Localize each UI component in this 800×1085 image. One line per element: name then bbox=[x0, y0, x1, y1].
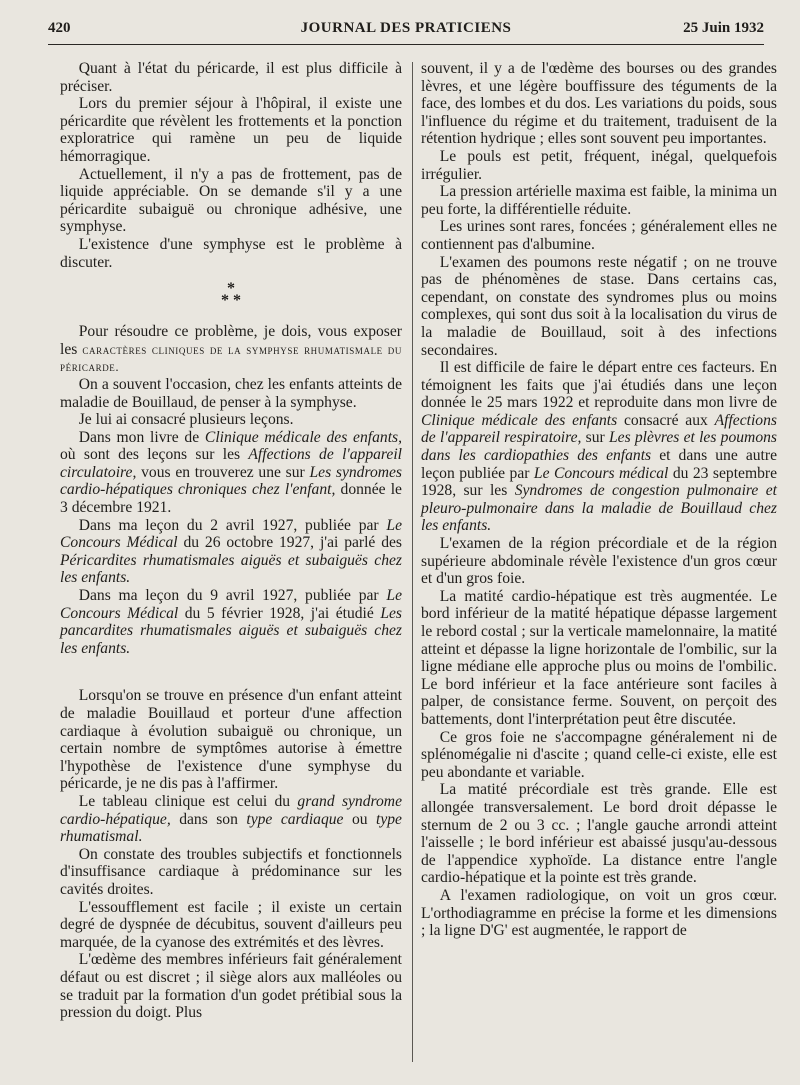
paragraph-gap bbox=[60, 657, 402, 687]
paragraph: L'examen des poumons reste négatif ; on ne trouve pas de phénomènes de stase. Dans certains cas, cependant, on constate des syndromes plus ou moins complexes, qui sont dus soit à la localisation du virus de la maladie de Bouillaud, soit à des infections secondaires. bbox=[421, 253, 777, 359]
paragraph: On constate des troubles subjectifs et fonctionnels d'insuffisance cardiaque à prédominance sur les cavités droites. bbox=[60, 845, 402, 898]
paragraph: Ce gros foie ne s'accompagne généralement ni de splénomégalie ni d'ascite ; quand celle-ci existe, elle est peu abondante et variable. bbox=[421, 728, 777, 781]
paragraph: Les urines sont rares, foncées ; généralement elles ne contiennent pas d'albumine. bbox=[421, 218, 777, 253]
paragraph: Lorsqu'on se trouve en présence d'un enfant atteint de maladie Bouillaud et porteur d'une affection cardiaque à évolution subaiguë ou chronique, un certain nombre de symptômes autorise à émettre l'hypothèse de l'existence d'une symphyse du péricarde, je ne dis pas à l'affirmer. bbox=[60, 687, 402, 793]
paragraph: La pression artérielle maxima est faible, la minima un peu forte, la différentielle réduite. bbox=[421, 183, 777, 218]
paragraph: Quant à l'état du péricarde, il est plus difficile à préciser. bbox=[60, 60, 402, 95]
paragraph: Dans ma leçon du 9 avril 1927, publiée par Le Concours Médical du 5 février 1928, j'ai étudié Les pancardites rhumatismales aiguës et subaiguës chez les enfants. bbox=[60, 587, 402, 657]
section-heading-small-caps: caractères cliniques de la symphyse rhumatismale du péricarde. bbox=[60, 341, 402, 375]
asterism-bottom: * * bbox=[221, 292, 241, 310]
column-divider bbox=[412, 62, 413, 1062]
paragraph: A l'examen radiologique, on voit un gros cœur. L'orthodiagramme en précise la forme et les dimensions ; la ligne D'G' est augmentée, le rapport de bbox=[421, 886, 777, 940]
paragraph: Il est difficile de faire le départ entre ces facteurs. En témoignent les faits que j'ai étudiés dans une leçon donnée le 25 mars 1922 et reproduite dans mon livre de Clinique médicale des enfants consacré aux Affections de l'appareil respiratoire, sur Les plèvres et les poumons dans les cardiopathies des enfants et dans une autre leçon publiée par Le Concours médical du 23 septembre 1928, sur les Syndromes de congestion pulmonaire et pleuro-pulmonaire dans la maladie de Bouillaud chez les enfants. bbox=[421, 359, 778, 535]
paragraph: Je lui ai consacré plusieurs leçons. bbox=[78, 411, 294, 429]
page-number: 420 bbox=[48, 20, 71, 36]
paragraph: L'essoufflement est facile ; il existe un certain degré de dyspnée de décubitus, souvent d'ailleurs peu marquée, de la cyanose des extrémités et des lèvres. bbox=[60, 898, 402, 951]
paragraph: Le tableau clinique est celui du grand syndrome cardio-hépatique, dans son type cardiaque ou type rhumatismal. bbox=[60, 792, 402, 846]
paragraph: Dans ma leçon du 2 avril 1927, publiée par Le Concours Médical du 26 octobre 1927, j'ai parlé des Péricardites rhumatismales aiguës et subaiguës chez les enfants. bbox=[60, 516, 403, 587]
paragraph: On a souvent l'occasion, chez les enfants atteints de maladie de Bouillaud, de penser à la symphyse. bbox=[60, 375, 402, 411]
section-separator-asterism bbox=[60, 280, 402, 310]
paragraph: Actuellement, il n'y a pas de frottement, pas de liquide appréciable. On se demande s'il y a une péricardite subaiguë ou chronique adhésive, une symphyse. bbox=[60, 165, 402, 236]
paragraph: Pour résoudre ce problème, je dois, vous exposer les caractères cliniques de la symphyse rhumatismale du péricarde. bbox=[60, 323, 402, 375]
paragraph: Dans mon livre de Clinique médicale des enfants, où sont des leçons sur les Affections de l'appareil circulatoire, vous en trouverez une sur Les syndromes cardio-hépatiques chroniques chez l'enfant, donnée le 3 décembre 1921. bbox=[60, 428, 402, 517]
asterism-top: * bbox=[227, 280, 235, 298]
paragraph: La matité précordiale est très grande. Elle est allongée transversalement. Le bord droit dépasse le sternum de 2 ou 3 cc. ; l'angle gauche arrondi atteint l'aisselle ; le bord inférieur est abaissé jusqu'au-dessous de l'appendice xyphoïde. La distance entre l'angle cardio-hépatique et la pointe est très grande. bbox=[421, 781, 777, 887]
paragraph: souvent, il y a de l'œdème des bourses ou des grandes lèvres, et une légère bouffissure des téguments de la face, des lombes et du dos. Les variations du poids, sous l'influence du régime et du traitement, traduisent de la rétention hydrique ; elles sont souvent peu importantes. bbox=[421, 60, 777, 148]
paragraph: Lors du premier séjour à l'hôpiral, il existe une péricardite que révèlent les frottements et la ponction exploratrice qui ramène un peu de liquide hémorragique. bbox=[60, 95, 402, 165]
page-header bbox=[48, 18, 764, 45]
left-column bbox=[60, 60, 402, 1022]
right-column bbox=[421, 60, 777, 940]
paragraph: Le pouls est petit, fréquent, inégal, quelquefois irrégulier. bbox=[421, 147, 777, 183]
paragraph: La matité cardio-hépatique est très augmentée. Le bord inférieur de la matité hépatique dépasse largement le rebord costal ; sur la verticale mamelonnaire, la matité atteint et dépasse la ligne horizontale de l'ombilic, sur la ligne médiane elle approche plus ou moins de l'ombilic. Le bord inférieur et la face antérieure sont faciles à palper, de consistance ferme. Souvent, on perçoit des battements, dont l'interprétation peut être discutée. bbox=[421, 587, 777, 728]
paragraph: L'examen de la région précordiale et de la région supérieure abdominale révèle l'existence d'un gros cœur et d'un gros foie. bbox=[421, 535, 777, 588]
paragraph: L'œdème des membres inférieurs fait généralement défaut ou est discret ; il siège alors aux malléoles ou se traduit par la formation d'un godet prétibial sous la pression du doigt. Plus bbox=[60, 951, 402, 1022]
issue-date: 25 Juin 1932 bbox=[683, 20, 764, 36]
paragraph: L'existence d'une symphyse est le problème à discuter. bbox=[60, 235, 402, 271]
journal-title: JOURNAL DES PRATICIENS bbox=[300, 20, 512, 36]
